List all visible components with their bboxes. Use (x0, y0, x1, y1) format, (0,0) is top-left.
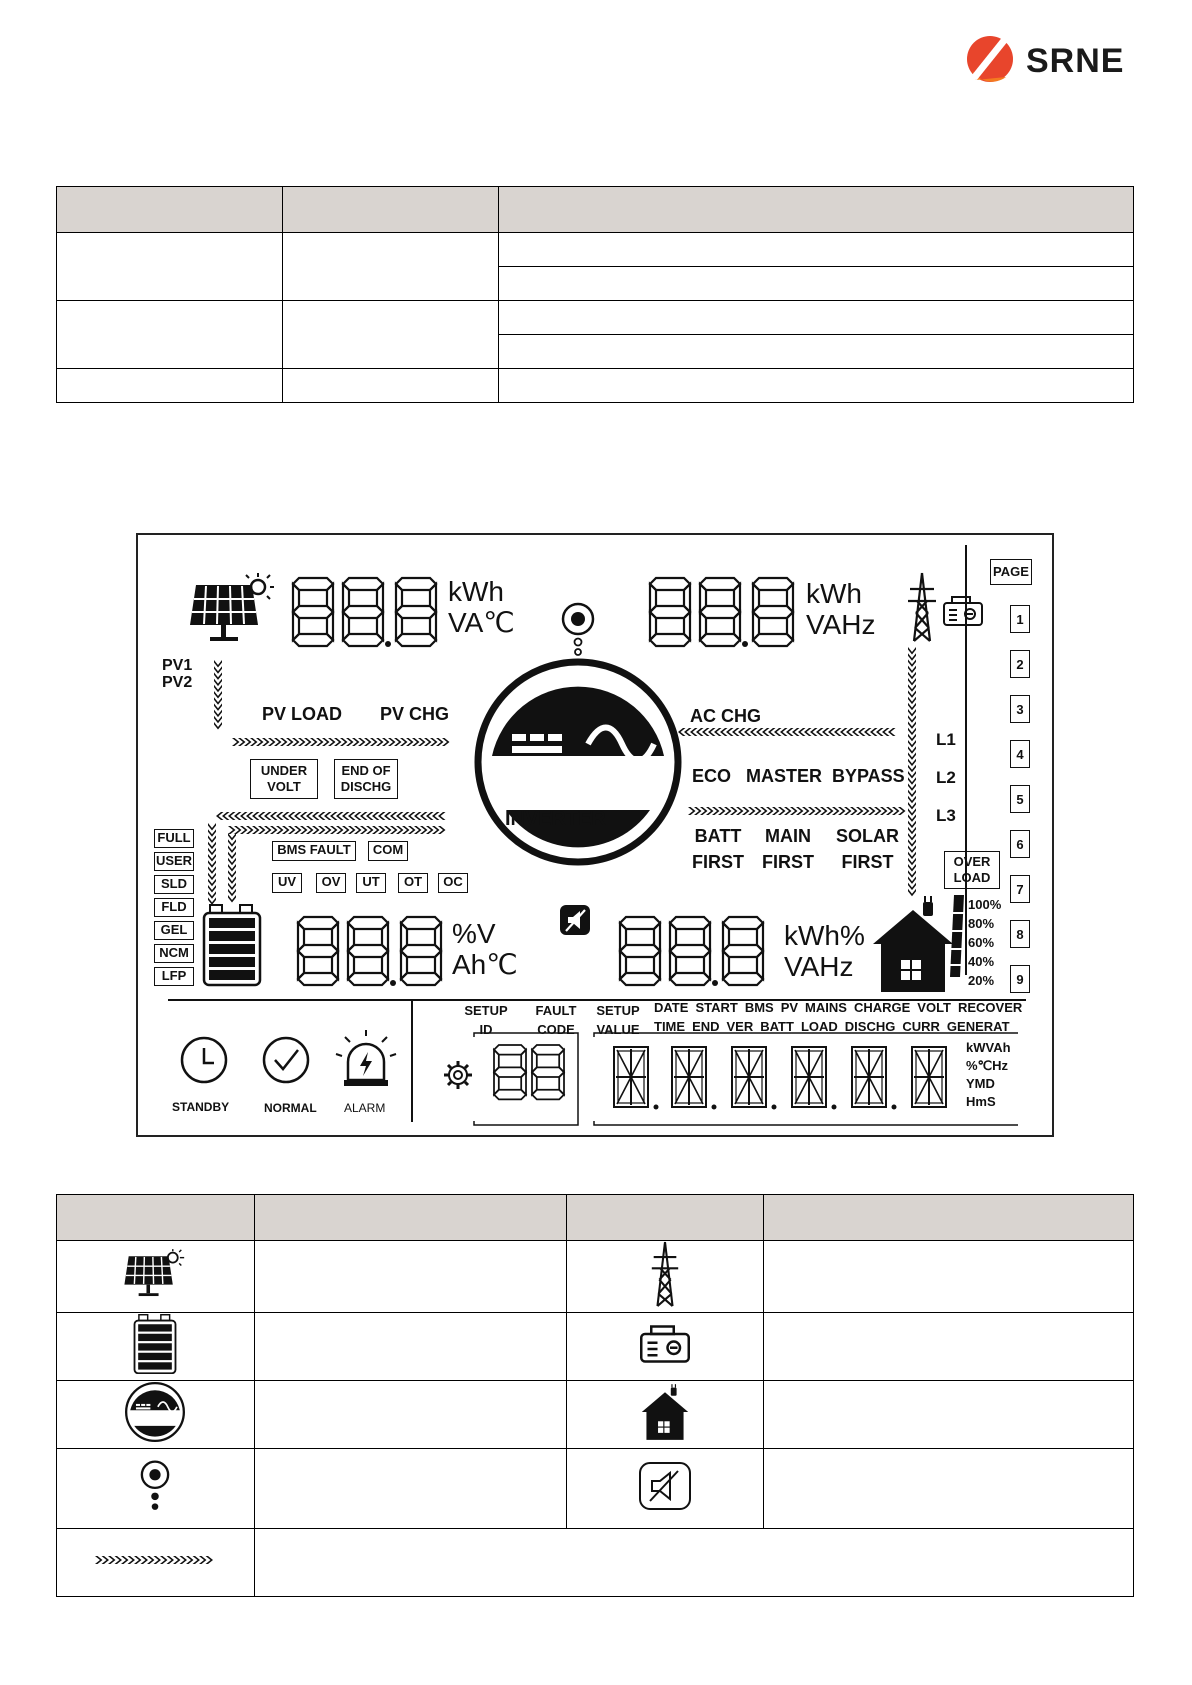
flow-chevron (186, 1556, 194, 1564)
solar-panel-icon (123, 1244, 187, 1304)
table-row (57, 369, 1134, 403)
load-level-label: 80% (968, 916, 995, 931)
solar-panel-icon (190, 573, 274, 641)
standby-icon (182, 1038, 226, 1082)
param-label: PV (780, 1000, 799, 1015)
fault-code-label (534, 1001, 578, 1039)
page-2: 2 (1010, 650, 1030, 678)
battery-icon (204, 905, 260, 985)
unit-label: %V (452, 918, 496, 949)
protection-ot: OT (398, 873, 428, 893)
flow-chevron (228, 833, 236, 841)
page-7: 7 (1010, 875, 1030, 903)
param-label: RECOVER (957, 1000, 1023, 1015)
battery-type-lfp: LFP (154, 967, 194, 986)
flow-chevron (688, 807, 696, 815)
param-label: TIME (654, 1019, 686, 1034)
pv2-label: PV2 (162, 674, 193, 691)
pv-labels (162, 657, 192, 691)
page-5: 5 (1010, 785, 1030, 813)
label-line: SETUP (464, 1003, 508, 1018)
flow-chevron (180, 1556, 188, 1564)
table-row (57, 1313, 1134, 1381)
top-right-digits (650, 578, 793, 647)
generator-icon (640, 1324, 690, 1364)
brand-logo (966, 30, 1136, 90)
label-line: CODE (537, 1022, 575, 1037)
box-line: LOAD (953, 870, 991, 886)
overload-box (944, 851, 1000, 889)
end-of-dischg-box (334, 759, 398, 799)
setup-id-label (464, 1001, 508, 1039)
load-level-labels (968, 895, 1001, 990)
protection-oc: OC (438, 873, 468, 893)
flow-chevron (167, 1556, 175, 1564)
unit-label: HmS (966, 1094, 996, 1109)
box-line: DISCHG (340, 779, 392, 795)
protection-ov: OV (316, 873, 346, 893)
protection-ut: UT (356, 873, 386, 893)
ac-chg-label: AC CHG (690, 706, 761, 726)
box-line: END OF (341, 763, 391, 778)
flow-chevron (160, 1556, 168, 1564)
flow-chevron (232, 738, 240, 746)
priority-line: BATT (694, 826, 742, 846)
page-9: 9 (1010, 965, 1030, 993)
params-top-row (654, 1001, 1022, 1014)
flow-chevron (199, 1556, 207, 1564)
unit-label: kWh (448, 576, 504, 607)
flow-chevron (214, 660, 222, 668)
load-level-label: 20% (968, 973, 995, 988)
flow-chevron (128, 1556, 136, 1564)
table-row (57, 1449, 1134, 1529)
bms-fault-box: BMS FAULT (272, 841, 356, 861)
param-label: BMS (744, 1000, 774, 1015)
param-label: LOAD (800, 1019, 838, 1034)
unit-label: VAHz (784, 950, 854, 982)
mode-eco: ECO (692, 766, 732, 786)
flow-chevron (102, 1556, 110, 1564)
top-right-units (806, 579, 876, 641)
flow-arrow-icon (95, 1553, 215, 1567)
power-tower-icon (650, 1241, 680, 1307)
label-line: SETUP (596, 1003, 640, 1018)
load-level-label: 100% (968, 897, 1002, 912)
flow-chevron (888, 728, 896, 736)
top-table (56, 186, 1134, 403)
box-line: OVER (953, 854, 991, 869)
alarm-icon (336, 1030, 396, 1086)
unit-label: kWh (806, 578, 862, 609)
flow-chevron (154, 1556, 162, 1564)
buzzer-icon (563, 604, 593, 655)
label-line: VALUE (596, 1022, 640, 1037)
table-row (57, 1529, 1134, 1597)
priority-solar (836, 823, 899, 875)
load-level-label: 60% (968, 935, 995, 950)
under-volt-box (250, 759, 318, 799)
pv-load-label: PV LOAD (262, 704, 343, 724)
unit-label: kWh% (784, 920, 865, 951)
param-label: VOLT (917, 1000, 951, 1015)
inverter-icon (125, 1382, 185, 1442)
load-level-bar (950, 895, 966, 977)
flow-chevron (208, 823, 216, 831)
params-bottom-row (654, 1020, 1010, 1033)
lcd-graphics (138, 535, 1056, 1139)
param-label: CURR (902, 1019, 940, 1034)
priority-line: SOLAR (836, 826, 899, 846)
param-display (614, 1047, 946, 1110)
battery-type-full: FULL (154, 829, 194, 848)
table-row (57, 1381, 1134, 1449)
gear-icon (444, 1061, 472, 1089)
protection-uv: UV (272, 873, 302, 893)
mute-icon (638, 1461, 692, 1511)
mode-master: MASTER (746, 766, 822, 786)
mode-bypass: BYPASS (832, 766, 905, 786)
flow-chevron (147, 1556, 155, 1564)
box-line: UNDER (260, 763, 308, 778)
priority-line: FIRST (692, 852, 744, 872)
page-8: 8 (1010, 920, 1030, 948)
bottom-right-units (784, 921, 865, 983)
page-6: 6 (1010, 830, 1030, 858)
param-label: BATT (760, 1019, 794, 1034)
status-standby: STANDBY (172, 1100, 230, 1114)
brand-name: SRNE (1026, 42, 1125, 80)
battery-icon (133, 1314, 177, 1374)
phase-l3: L3 (936, 806, 956, 825)
priority-line: MAIN (765, 826, 811, 846)
normal-icon (264, 1038, 308, 1082)
lcd-display (136, 533, 1054, 1137)
flow-chevron (121, 1556, 129, 1564)
mute-icon (560, 905, 590, 935)
right-units (966, 1039, 1011, 1111)
label-line: ID (479, 1022, 493, 1037)
bottom-left-units (452, 919, 518, 981)
pv-chg-label: PV CHG (380, 704, 450, 724)
setup-value-label (594, 1001, 642, 1039)
battery-type-sld: SLD (154, 875, 194, 894)
flow-chevron (206, 1556, 214, 1564)
house-load-icon (873, 896, 953, 992)
priority-batt (692, 823, 744, 875)
com-box: COM (368, 841, 408, 861)
unit-label: YMD (966, 1076, 995, 1091)
table-header-row (57, 1195, 1134, 1241)
param-label: START (695, 1000, 738, 1015)
unit-label: %℃Hz (966, 1058, 1009, 1073)
table-row (57, 1241, 1134, 1313)
battery-type-gel: GEL (154, 921, 194, 940)
status-normal: NORMAL (264, 1101, 317, 1115)
srne-logo-icon (966, 30, 1018, 88)
inverter-label: INVERTER (505, 808, 607, 830)
buzzer-icon (140, 1456, 170, 1516)
unit-label: kWVAh (966, 1040, 1011, 1055)
unit-label: VAHz (806, 608, 876, 640)
param-label: CHARGE (853, 1000, 911, 1015)
priority-main (762, 823, 814, 875)
top-left-units (448, 577, 515, 639)
pv1-label: PV1 (162, 657, 193, 674)
bottom-right-digits (620, 917, 763, 986)
flow-chevron (173, 1556, 181, 1564)
unit-label: Ah℃ (452, 948, 518, 980)
battery-type-fld: FLD (154, 898, 194, 917)
priority-line: FIRST (841, 852, 894, 872)
status-alarm: ALARM (344, 1101, 386, 1115)
inverter-icon (478, 662, 678, 862)
battery-type-ncm: NCM (154, 944, 194, 963)
top-left-digits (293, 578, 436, 647)
param-label: DATE (654, 1000, 689, 1015)
param-label: MAINS (805, 1000, 847, 1015)
phase-l1: L1 (936, 730, 956, 749)
page-label: PAGE (990, 559, 1032, 585)
phase-l2: L2 (936, 768, 956, 787)
page-4: 4 (1010, 740, 1030, 768)
flow-chevron (108, 1556, 116, 1564)
param-label: DISCHG (844, 1019, 896, 1034)
load-level-label: 40% (968, 954, 995, 969)
unit-label: VA℃ (448, 606, 515, 638)
flow-chevron (95, 1556, 103, 1564)
table-header-row (57, 187, 1134, 233)
power-tower-icon (908, 573, 936, 641)
table-row (57, 233, 1134, 267)
table-row (57, 301, 1134, 335)
label-line: FAULT (535, 1003, 577, 1018)
flow-chevron (134, 1556, 142, 1564)
param-label: VER (726, 1019, 754, 1034)
bottom-left-digits (298, 917, 441, 986)
priority-line: FIRST (762, 852, 814, 872)
param-label: GENERAT (946, 1019, 1010, 1034)
setup-digits (494, 1045, 564, 1099)
box-line: VOLT (267, 779, 301, 795)
param-label: END (692, 1019, 720, 1034)
flow-chevron (193, 1556, 201, 1564)
battery-type-user: USER (154, 852, 194, 871)
flow-chevron (115, 1556, 123, 1564)
page-3: 3 (1010, 695, 1030, 723)
flow-chevron (141, 1556, 149, 1564)
generator-icon (944, 597, 982, 625)
icon-table (56, 1194, 1134, 1597)
flow-chevron (438, 812, 446, 820)
flow-chevron (228, 826, 236, 834)
flow-chevron (908, 647, 916, 655)
page-1: 1 (1010, 605, 1030, 633)
house-load-icon (637, 1383, 693, 1441)
